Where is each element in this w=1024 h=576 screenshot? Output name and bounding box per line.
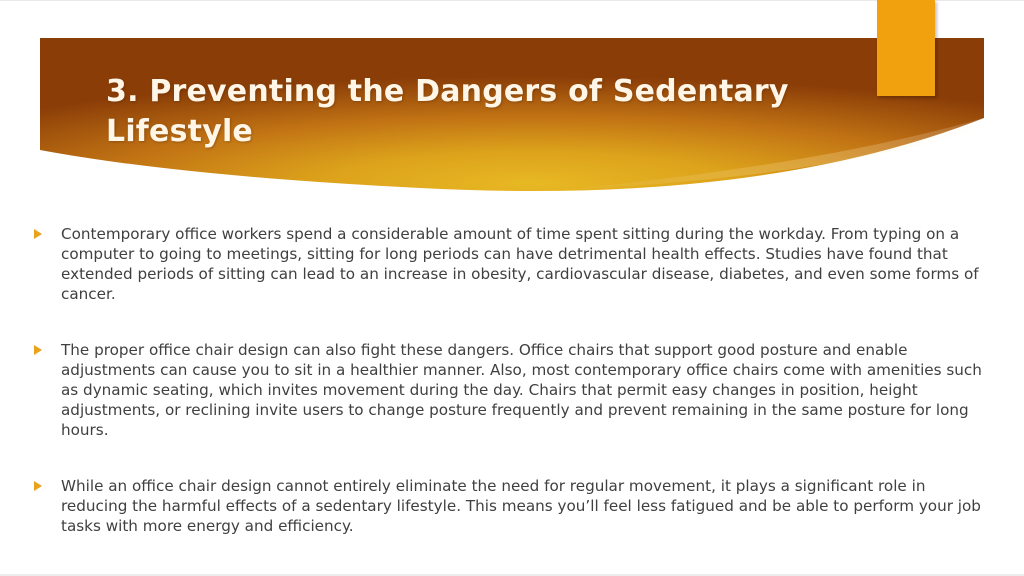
- bullet-item: [34, 340, 994, 440]
- bullet-list: [34, 224, 994, 536]
- bullet-item: [34, 476, 994, 536]
- triangle-right-icon: [34, 345, 42, 355]
- accent-tab: [877, 0, 935, 96]
- bullet-text: While an office chair design cannot entirely eliminate the need for regular movement, it plays a significant role in reducing the harmful effects of a sedentary lifestyle. This means you’ll feel less fatigued and be able to perform your job tasks with more energy and efficiency.: [61, 477, 981, 535]
- triangle-right-icon: [34, 481, 42, 491]
- bullet-item: [34, 224, 994, 304]
- triangle-right-icon: [34, 229, 42, 239]
- bullet-text: The proper office chair design can also fight these dangers. Office chairs that support good posture and enable adjustments can cause you to sit in a healthier manner. Also, most contemporary office chairs come with amenities such as dynamic seating, which invites movement during the day. Chairs that permit easy changes in position, height adjustments, or reclining invite users to change posture frequently and prevent remaining in the same posture for long hours.: [61, 341, 982, 439]
- bullet-text: Contemporary office workers spend a considerable amount of time spent sitting during the workday. From typing on a computer to going to meetings, sitting for long periods can have detrimental health effects. Studies have found that extended periods of sitting can lead to an increase in obesity, cardiovascular disease, diabetes, and even some forms of cancer.: [61, 225, 979, 303]
- slide-title: 3. Preventing the Dangers of Sedentary Lifestyle: [106, 74, 789, 149]
